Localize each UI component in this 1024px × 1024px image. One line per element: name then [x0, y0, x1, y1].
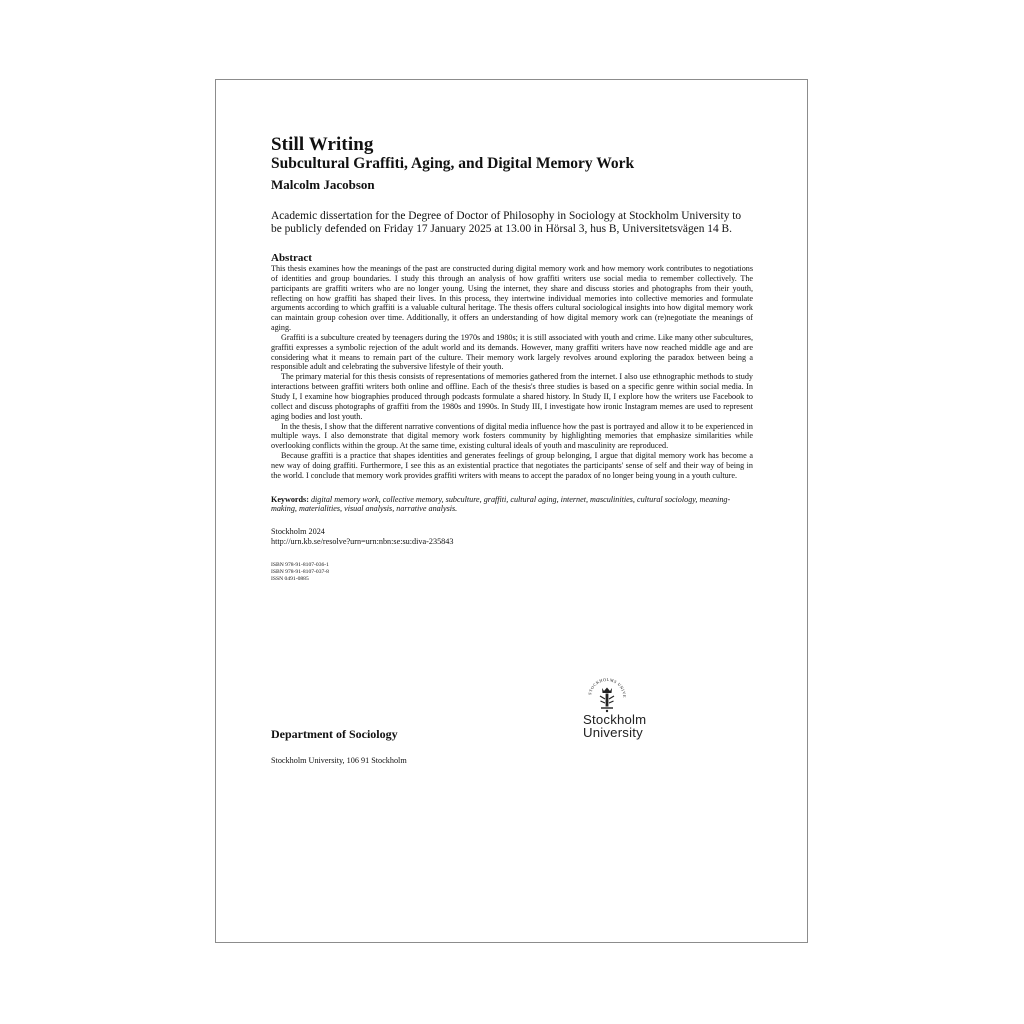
keywords-list: digital memory work, collective memory, subculture, graffiti, cultural aging, internet, masculinities, cultural sociology, meaning-making, materialities, visual analysis, narrative analysis. [271, 494, 731, 514]
keywords-label: Keywords: [271, 494, 309, 504]
document-page [215, 79, 808, 943]
university-seal-icon [583, 673, 631, 717]
document-title: Still Writing [271, 134, 374, 155]
dissertation-statement: Academic dissertation for the Degree of Doctor of Philosophy in Sociology at Stockholm University to be publicly defended on Friday 17 January 2025 at 13.00 in Hörsal 3, hus B, Universitetsvägen 14 B. [271, 210, 742, 235]
abstract-paragraph: In the thesis, I show that the different narrative conventions of digital media influence how the past is portrayed and allow it to be experienced in multiple ways. I also demonstrate that digital memory work fosters community by highlighting memories that emphasize similarities while overlooking conflicts within the group. At the same time, existing cultural ideals of youth and masculinity are reproduced. [271, 421, 753, 451]
abstract-body [271, 264, 753, 481]
isbn-block [271, 562, 753, 583]
document-subtitle: Subcultural Graffiti, Aging, and Digital Memory Work [271, 155, 635, 172]
svg-text:STOCKHOLMS UNIVERSITET: STOCKHOLMS UNIVE [587, 676, 628, 699]
abstract-paragraph: The primary material for this thesis consists of representations of memories gathered from the internet. I also use ethnographic methods to study interactions between graffiti writers both online and offline. Each of the thesis's three studies is based on a specific genre within social media. In Study I, I examine how biographies produced through podcasts formulate a shared history. In Study II, I explore how the writers use Facebook to collect and discuss photographs of graffiti from the 1980s and 1990s. In Study III, I investigate how ironic Instagram memes are used to represent aging bodies and lost youth. [271, 372, 753, 421]
logo-name-line: Stockholm [583, 712, 647, 727]
place-year: Stockholm 2024 [271, 527, 325, 537]
abstract-heading: Abstract [271, 252, 312, 264]
department-name: Department of Sociology [271, 727, 398, 741]
abstract-paragraph: Graffiti is a subculture created by teenagers during the 1970s and 1980s; it is still associated with youth and crime. Like many other subcultures, graffiti expresses a symbolic rejection of the adult world and its demands. However, many graffiti writers have now reached middle age and are considering what it means to remain part of the culture. Their memory work largely revolves around exploring the paradox between being a responsible adult and celebrating the subversive lifestyle of their youth. [271, 332, 753, 372]
logo-name-line: University [583, 725, 643, 740]
department-address: Stockholm University, 106 91 Stockholm [271, 756, 407, 765]
author-name: Malcolm Jacobson [271, 177, 375, 192]
abstract-paragraph: This thesis examines how the meanings of the past are constructed during digital memory work and how memory work contributes to negotiations of identities and group boundaries. I study this through an analysis of how graffiti writers use social media to remember collectively. The participants are graffiti writers who are no longer young. Using the internet, they share and discuss stories and photographs from their youth, reflecting on how graffiti has shaped their lives. In this process, they intertwine individual memories into collective memories and formulate arguments according to which graffiti is a valuable cultural heritage. The thesis offers cultural sociological insights into how digital memory work can maintain group cohesion over time. Additionally, it offers an understanding of how digital memory work can (re)negotiate the meanings of aging. [271, 264, 753, 333]
urn-link[interactable]: http://urn.kb.se/resolve?urn=urn:nbn:se:su:diva-235843 [271, 537, 454, 547]
abstract-paragraph: Because graffiti is a practice that shapes identities and generates feelings of group belonging, I argue that digital memory work has become a new way of doing graffiti. Furthermore, I see this as an existential practice that negotiates the participants' sense of self and their way of being in the world. I conclude that memory work provides graffiti writers with means to accept the paradox of no longer being young in a youth culture. [271, 451, 753, 480]
university-logo [583, 673, 663, 743]
page-content [271, 134, 753, 583]
issn-line: ISSN 0491-0885 [271, 576, 309, 583]
isbn-line: ISBN 978-91-8107-036-1 [271, 562, 329, 569]
isbn-line: ISBN 978-91-8107-037-8 [271, 569, 329, 576]
keywords [271, 495, 753, 515]
university-logo-text [583, 713, 646, 739]
